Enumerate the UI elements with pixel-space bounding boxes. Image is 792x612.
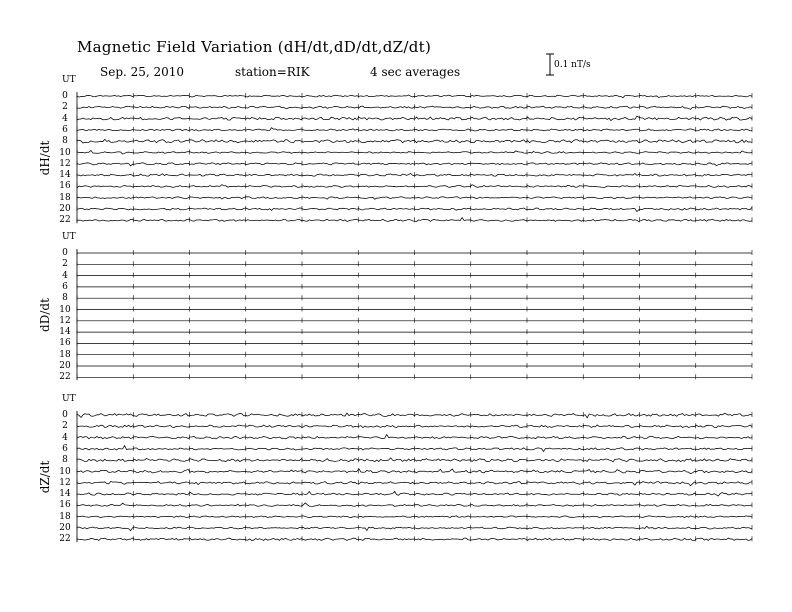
row-time-label: 2 [62,259,68,270]
row-time-label: 0 [62,91,68,101]
row-time-label: 0 [62,248,68,258]
row-time-label: 20 [59,361,71,371]
row-time-label: 2 [62,421,68,432]
row-time-label: 20 [59,204,71,214]
row-time-label: 12 [59,315,71,326]
row-time-label: 16 [59,500,71,511]
row-time-label: 16 [59,338,71,349]
scale-label: 0.1 nT/s [554,60,591,70]
row-time-label: 18 [59,192,71,203]
station-label: station=RIK [235,65,310,79]
row-time-label: 6 [62,443,68,454]
averaging-label: 4 sec averages [370,65,461,79]
row-time-label: 12 [59,158,71,169]
row-time-label: 6 [62,124,68,135]
row-time-label: 18 [59,511,71,522]
row-time-label: 14 [59,170,71,181]
row-time-label: 8 [62,136,68,147]
row-time-label: 10 [59,304,71,315]
chart-title: Magnetic Field Variation (dH/dt,dD/dt,dZ/dt) [77,38,432,56]
row-time-label: 10 [59,147,71,158]
row-time-label: 8 [62,455,68,466]
time-axis-label: UT [62,394,76,404]
time-axis-label: UT [62,232,76,242]
row-time-label: 2 [62,102,68,113]
row-time-label: 22 [59,215,71,226]
row-time-label: 22 [59,372,71,383]
row-time-label: 22 [59,534,71,545]
row-time-label: 4 [62,432,68,443]
time-axis-label: UT [62,75,76,85]
row-time-label: 0 [62,410,68,420]
row-time-label: 16 [59,181,71,192]
row-time-label: 14 [59,489,71,500]
row-time-label: 10 [59,466,71,477]
date-label: Sep. 25, 2010 [100,65,185,79]
row-time-label: 4 [62,113,68,124]
panel-ylabel: dZ/dt [38,460,52,494]
row-time-label: 8 [62,293,68,304]
panel-ylabel: dD/dt [38,298,52,333]
row-time-label: 14 [59,327,71,338]
row-time-label: 4 [62,270,68,281]
row-time-label: 12 [59,477,71,488]
panel-ylabel: dH/dt [38,140,52,176]
row-time-label: 18 [59,349,71,360]
scale-bar [546,54,554,75]
row-time-label: 6 [62,281,68,292]
row-time-label: 20 [59,523,71,533]
